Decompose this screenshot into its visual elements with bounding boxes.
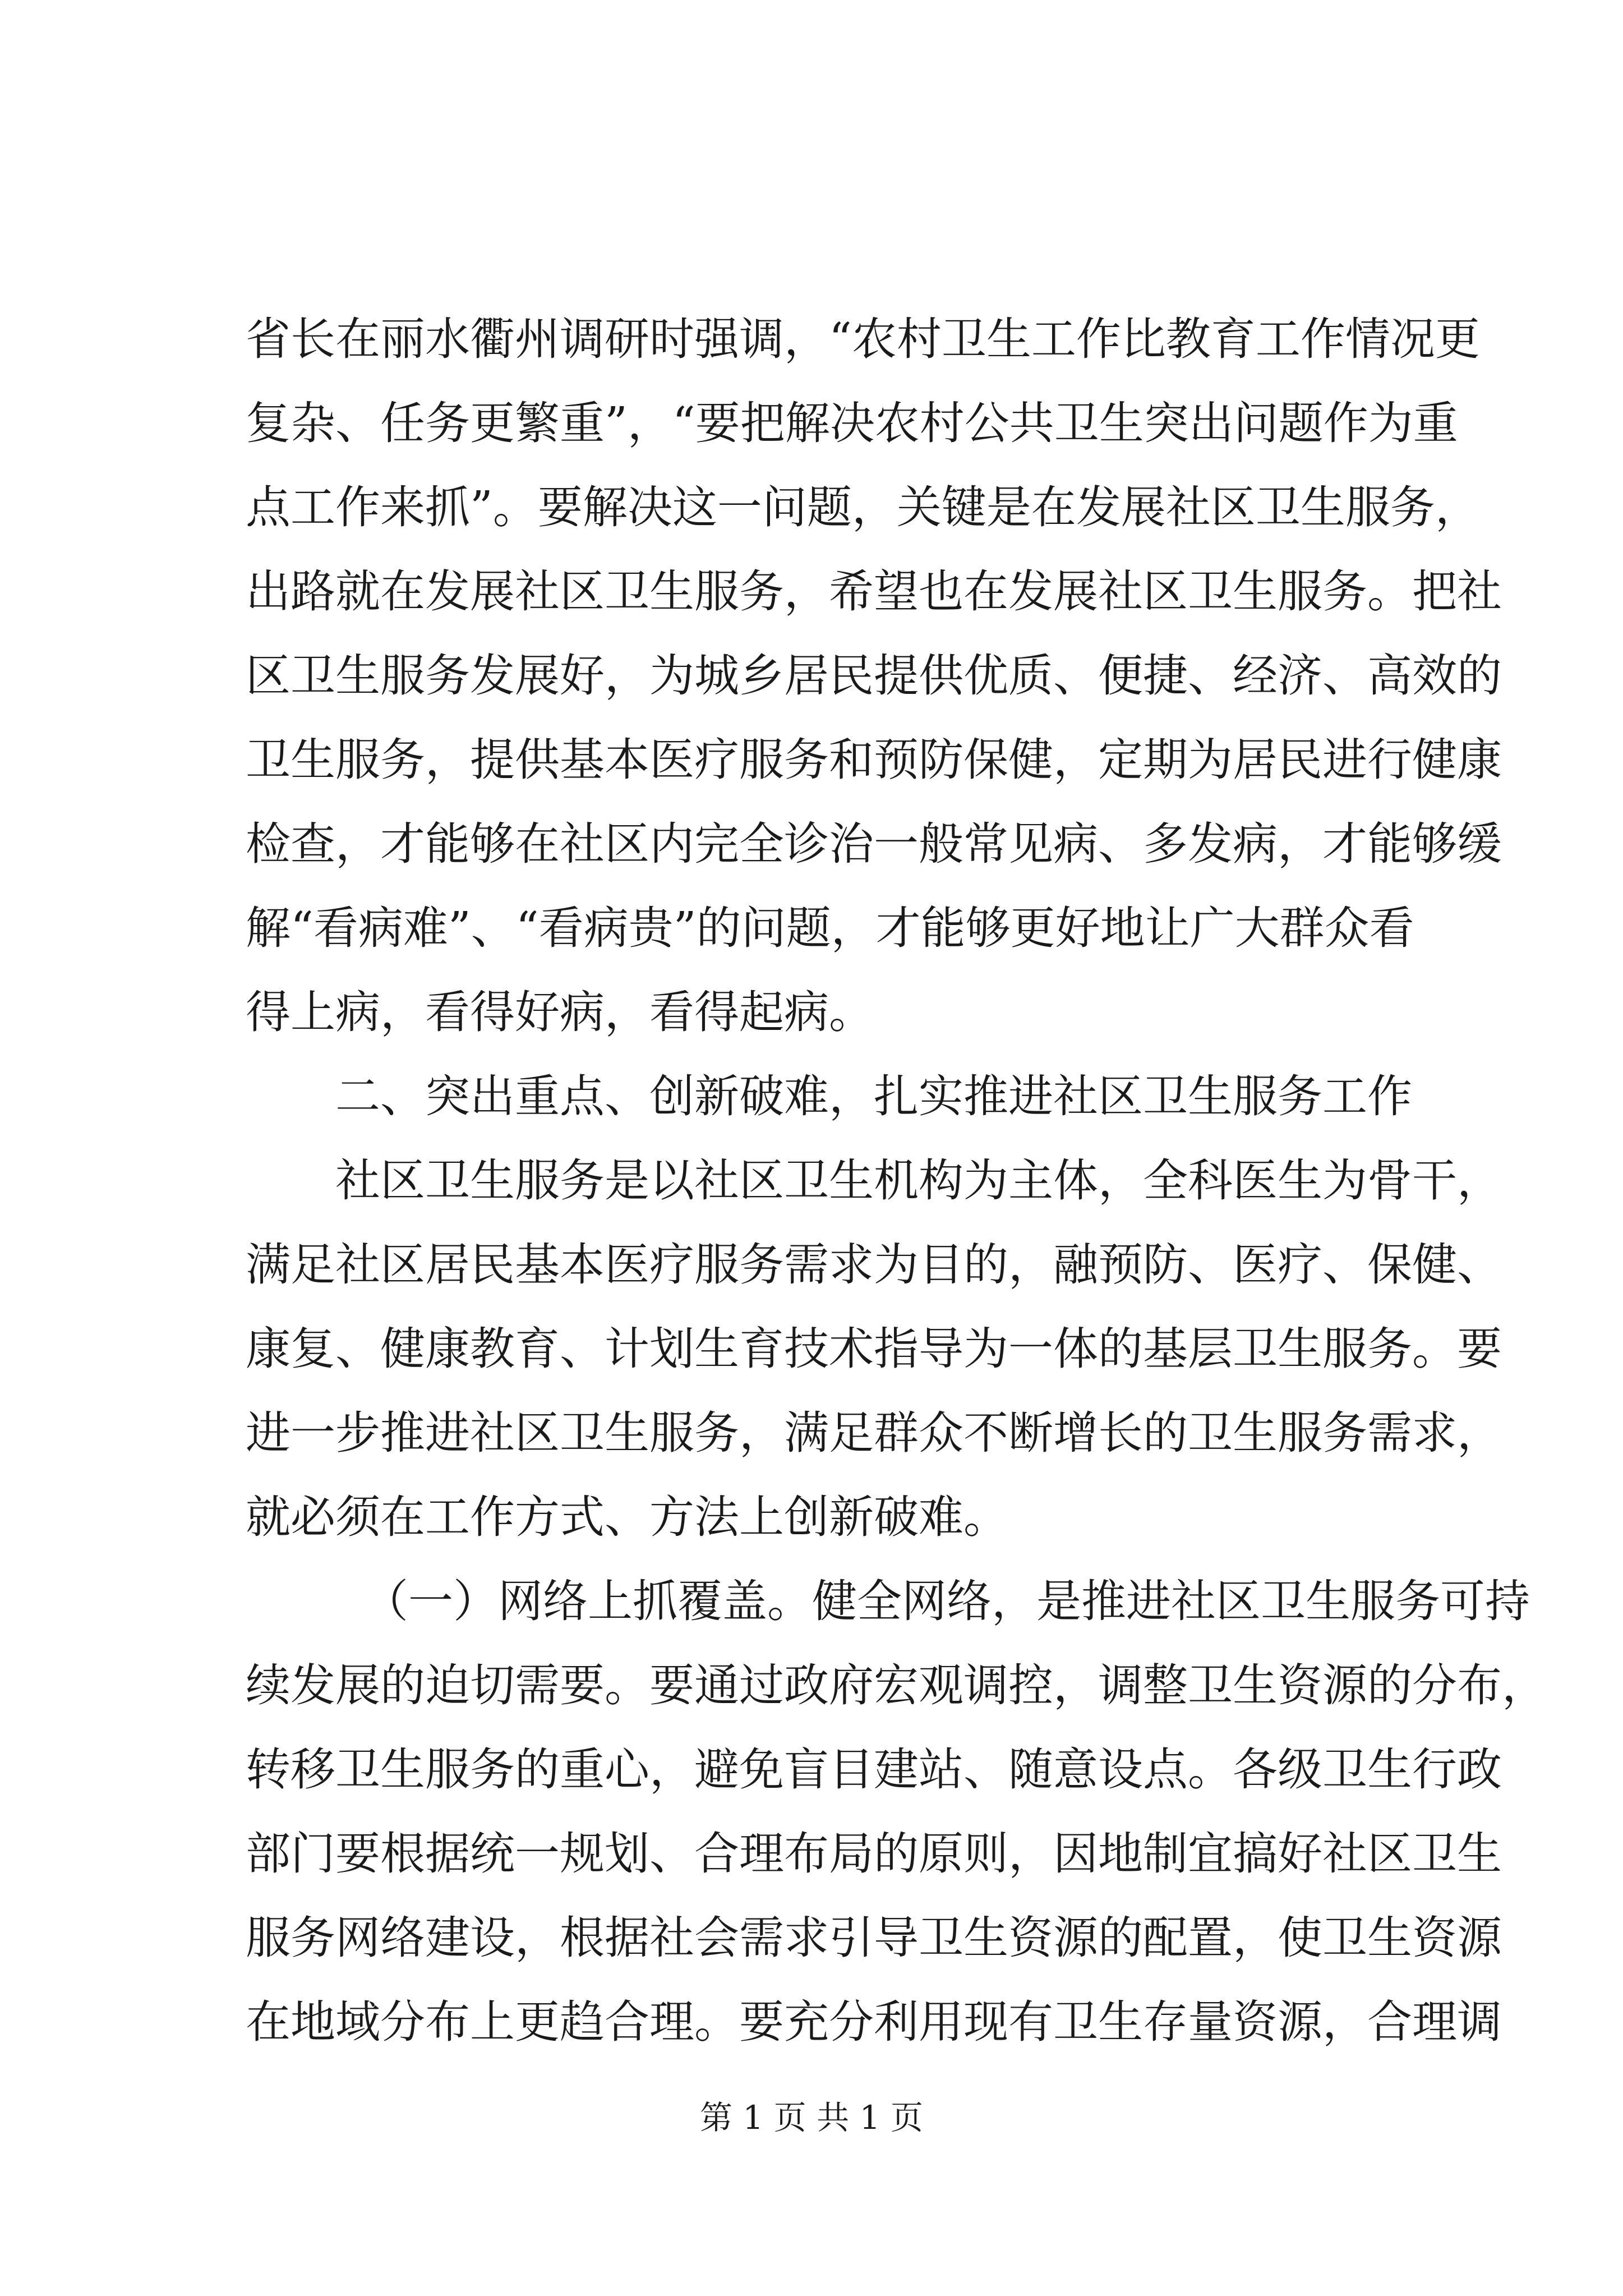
text-line: 省长在丽水衢州调研时强调，“农村卫生工作比教育工作情况更 xyxy=(246,313,1480,365)
text-line: 转移卫生服务的重心，避免盲目建站、随意设点。各级卫生行政 xyxy=(246,1743,1502,1796)
text-line: 出路就在发展社区卫生服务，希望也在发展社区卫生服务。把社 xyxy=(246,565,1502,618)
text-line: 得上病，看得好病，看得起病。 xyxy=(246,986,874,1038)
text-line: 区卫生服务发展好，为城乡居民提供优质、便捷、经济、高效的 xyxy=(246,650,1502,702)
text-line: 满足社区居民基本医疗服务需求为目的，融预防、医疗、保健、 xyxy=(246,1239,1502,1291)
text-line: 康复、健康教育、计划生育技术指导为一体的基层卫生服务。要 xyxy=(246,1323,1502,1375)
text-line: 社区卫生服务是以社区卫生机构为主体，全科医生为骨干， xyxy=(335,1154,1502,1207)
page-footer: 第 1 页 共 1 页 xyxy=(700,2099,923,2137)
text-line: 在地域分布上更趋合理。要充分利用现有卫生存量资源，合理调 xyxy=(246,1996,1502,2048)
text-line: 进一步推进社区卫生服务，满足群众不断增长的卫生服务需求， xyxy=(246,1407,1502,1459)
text-line: 就必须在工作方式、方法上创新破难。 xyxy=(246,1491,1008,1543)
text-line: 点工作来抓”。要解决这一问题，关键是在发展社区卫生服务， xyxy=(246,481,1480,533)
text-line: 部门要根据统一规划、合理布局的原则，因地制宜搞好社区卫生 xyxy=(246,1828,1502,1880)
text-line: 复杂、任务更繁重”，“要把解决农村公共卫生突出问题作为重 xyxy=(246,397,1458,449)
text-line: 续发展的迫切需要。要通过政府宏观调控，调整卫生资源的分布， xyxy=(246,1659,1547,1711)
text-line: 解“看病难”、“看病贵”的问题，才能够更好地让广大群众看 xyxy=(246,902,1414,954)
subsection-line: （一）网络上抓覆盖。健全网络，是推进社区卫生服务可持 xyxy=(363,1575,1530,1627)
text-line: 卫生服务，提供基本医疗服务和预防保健，定期为居民进行健康 xyxy=(246,734,1502,786)
text-line: 检查，才能够在社区内完全诊治一般常见病、多发病，才能够缓 xyxy=(246,818,1502,870)
document-body xyxy=(246,297,1547,2064)
text-line: 服务网络建设，根据社会需求引导卫生资源的配置，使卫生资源 xyxy=(246,1912,1502,1964)
section-heading: 二、突出重点、创新破难，扎实推进社区卫生服务工作 xyxy=(335,1070,1412,1122)
